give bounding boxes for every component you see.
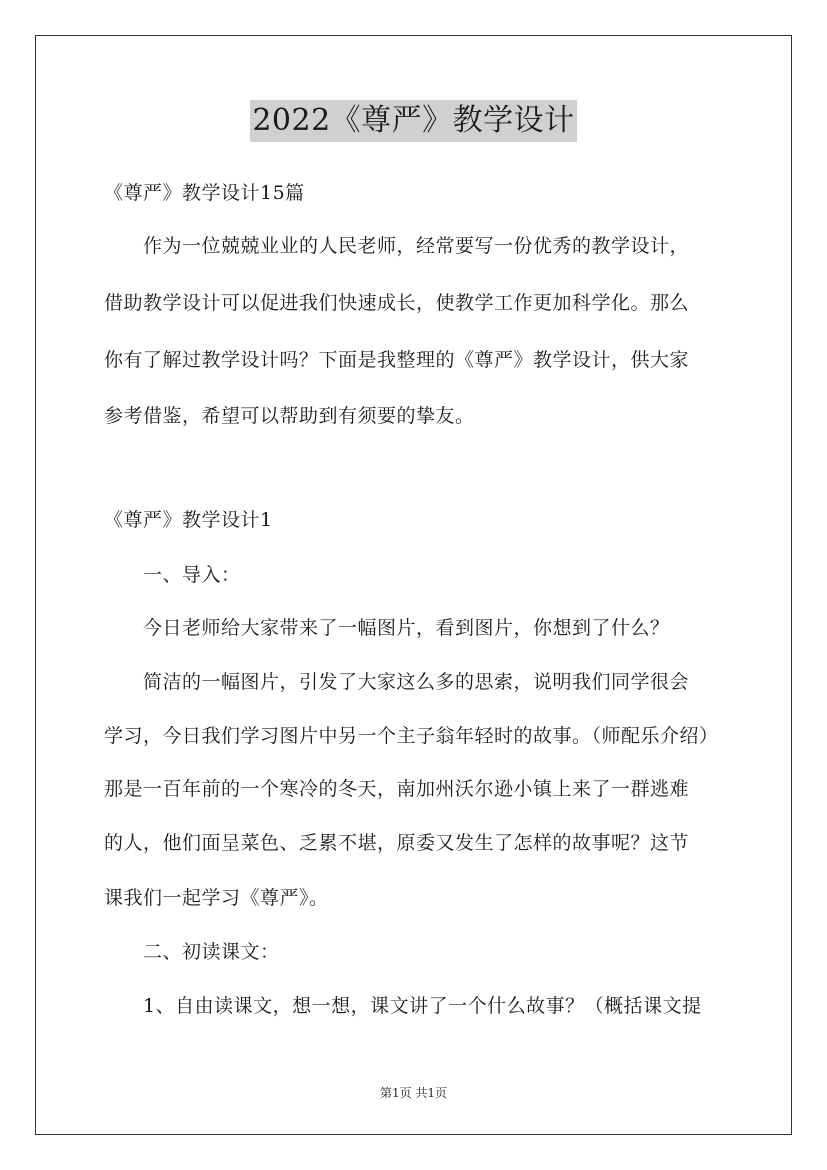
subsection-heading: 二、初读课文：	[143, 941, 280, 963]
paragraph-line: 的人，他们面呈菜色、乏累不堪，原委又发生了怎样的故事呢？这节	[104, 832, 690, 854]
paragraph-line: 今日老师给大家带来了一幅图片，看到图片，你想到了什么？	[143, 617, 670, 639]
paragraph-line: 1、自由读课文，想一想，课文讲了一个什么故事？（概括课文提	[143, 995, 702, 1017]
subtitle-line: 《尊严》教学设计15篇	[104, 182, 305, 204]
paragraph-line: 作为一位兢兢业业的人民老师，经常要写一份优秀的教学设计，	[143, 235, 690, 257]
paragraph-line: 你有了解过教学设计吗？下面是我整理的《尊严》教学设计，供大家	[104, 349, 690, 371]
paragraph-line: 借助教学设计可以促进我们快速成长，使教学工作更加科学化。那么	[104, 292, 690, 314]
section-heading: 《尊严》教学设计1	[104, 509, 273, 531]
title-wrap	[0, 100, 827, 142]
document-title: 2022《尊严》教学设计	[250, 100, 576, 142]
paragraph-line: 简洁的一幅图片，引发了大家这么多的思索，说明我们同学很会	[143, 671, 690, 693]
paragraph-line: 参考借鉴，希望可以帮助到有须要的挚友。	[104, 405, 475, 427]
paragraph-line: 课我们一起学习《尊严》。	[104, 887, 329, 909]
subsection-heading: 一、导入：	[143, 564, 241, 586]
paragraph-line: 那是一百年前的一个寒冷的冬天，南加州沃尔逊小镇上来了一群逃难	[104, 778, 690, 800]
paragraph-line: 学习，今日我们学习图片中另一个主子翁年轻时的故事。（师配乐介绍）	[104, 725, 719, 747]
page-footer: 第1页 共1页	[379, 1086, 448, 1100]
